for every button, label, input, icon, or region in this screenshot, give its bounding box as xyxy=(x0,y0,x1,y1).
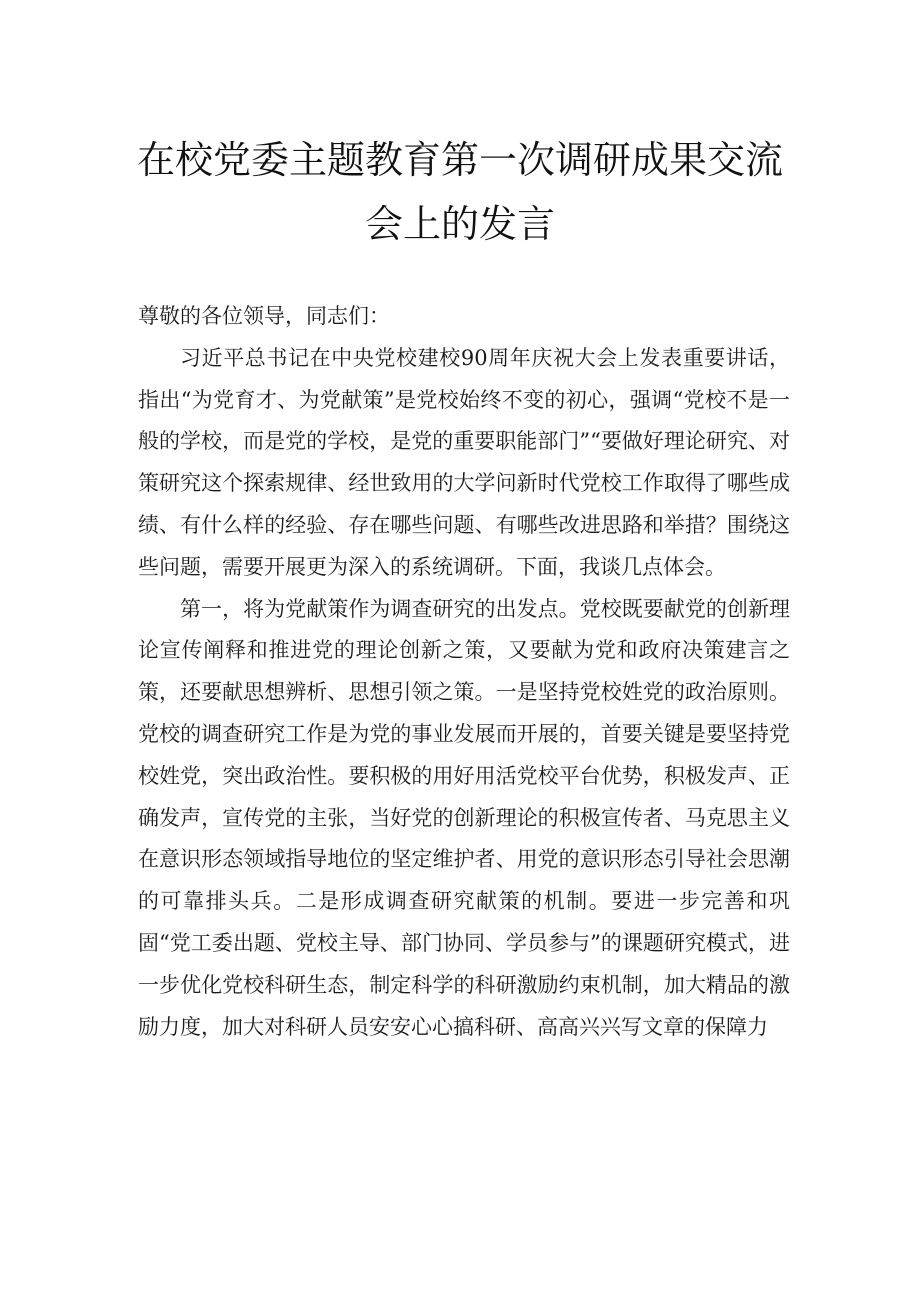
document-title: 在校党委主题教育第一次调研成果交流会上的发言 xyxy=(136,138,783,246)
salutation: 尊敬的各位领导，同志们： xyxy=(138,304,390,328)
paragraph-first-point: 第一，将为党献策作为调查研究的出发点。党校既要献党的创新理论宣传阐释和推进党的理论创新之策，又要献为党和政府决策建言之策，还要献思想辨析、思想引领之策。一是坚持党校姓党的政治原则。党校的调查研究工作是为党的事业发展而开展的，首要关键是要坚持党校姓党，突出政治性。要积极的用好用活党校平台优势，积极发声、正确发声，宣传党的主张，当好党的创新理论的积极宣传者、马克思主义在意识形态领域指导地位的坚定维护者、用党的意识形态引导社会思潮的可靠排头兵。二是形成调查研究献策的机制。要进一步完善和巩固“党工委出题、党校主导、部门协同、学员参与”的课题研究模式，进一步优化党校科研生态，制定科学的科研激励约束机制，加大精品的激励力度，加大对科研人员安安心心搞科研、高高兴兴写文章的保障力 xyxy=(138,596,790,1039)
document-body xyxy=(138,296,790,1048)
paragraph-intro: 习近平总书记在中央党校建校90周年庆祝大会上发表重要讲话，指出“为党育才、为党献策”是党校始终不变的初心，强调“党校不是一般的学校，而是党的学校，是党的重要职能部门”“要做好理论研究、对策研究这个探索规律、经世致用的大学问新时代党校工作取得了哪些成绩、有什么样的经验、存在哪些问题、有哪些改进思路和举措？围绕这些问题，需要开展更为深入的系统调研。下面，我谈几点体会。 xyxy=(138,345,790,579)
